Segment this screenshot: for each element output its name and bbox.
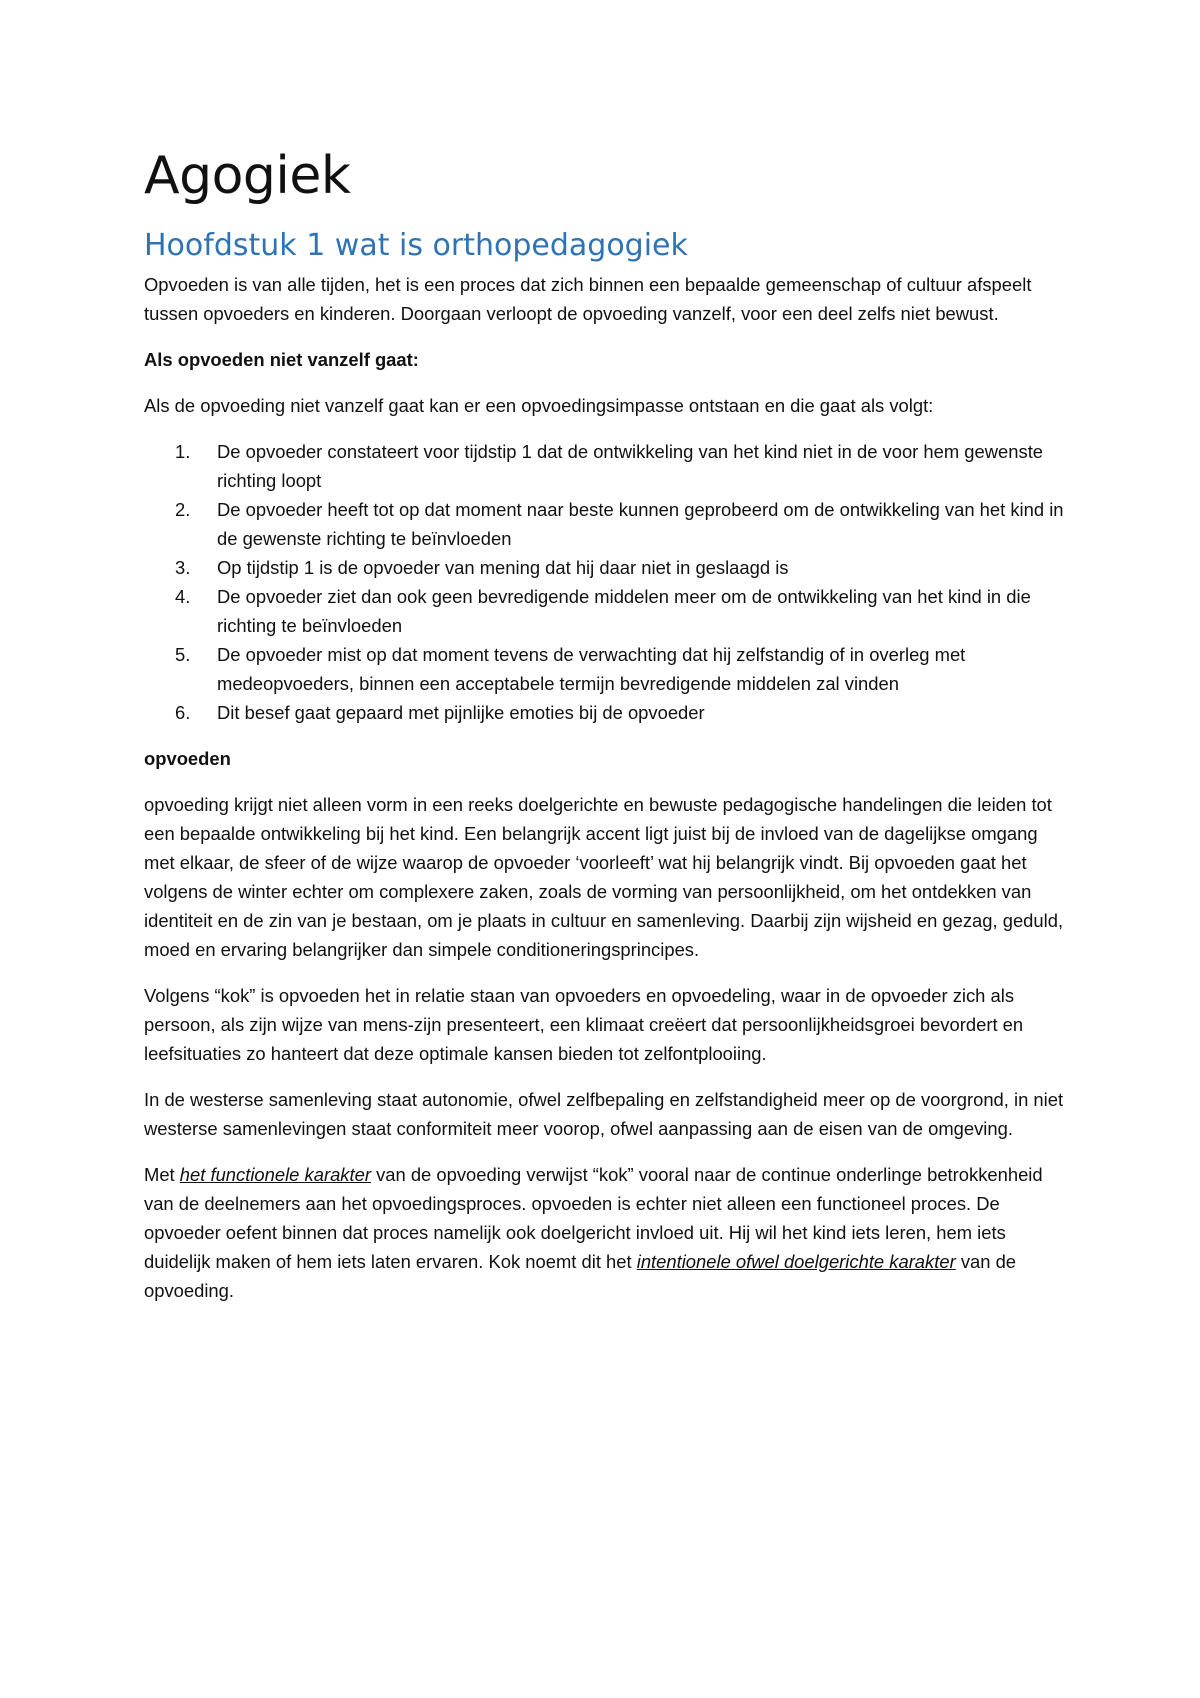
list-item [175, 553, 1064, 582]
list-item-text: De opvoeder constateert voor tijdstip 1 dat de ontwikkeling van het kind niet in de voor hem gewenste richting loopt [217, 441, 1044, 491]
paragraph-opvoeding: opvoeding krijgt niet alleen vorm in een reeks doelgerichte en bewuste pedagogische handelingen die leiden tot een bepaalde ontwikkeling bij het kind. Een belangrijk accent ligt juist bij de invloed van de dagelijkse omgang met elkaar, de sfeer of de wijze waarop de opvoeder ‘voorleeft’ wat hij belangrijk vindt. Bij opvoeden gaat het volgens de winter echter om complexere zaken, zoals de vorming van persoonlijkheid, om het ontdekken van identiteit en de zin van je bestaan, om je plaats in cultuur en samenleving. Daarbij zijn wijsheid en gezag, geduld, moed en ervaring belangrijker dan simpele conditioneringsprincipes. [144, 794, 1064, 960]
list-item-text: De opvoeder heeft tot op dat moment naar beste kunnen geprobeerd om de ontwikkeling van het kind in de gewenste richting te beïnvloeden [217, 499, 1064, 549]
text-segment: van de opvoeding. [144, 1251, 1017, 1301]
list-item-number: 5. [175, 644, 191, 665]
list-item-text: Dit besef gaat gepaard met pijnlijke emoties bij de opvoeder [217, 702, 705, 723]
list-item [175, 495, 1064, 553]
impasse-steps-list [144, 437, 1064, 727]
paragraph-kok: Volgens “kok” is opvoeden het in relatie staan van opvoeders en opvoedeling, waar in de opvoeder zich als persoon, als zijn wijze van mens-zijn presenteert, een klimaat creëert dat persoonlijkheidsgroei bevordert en leefsituaties zo hanteert dat deze optimale kansen bieden tot zelfontplooiing. [144, 985, 1024, 1064]
list-item-number: 3. [175, 557, 191, 578]
list-item-number: 4. [175, 586, 191, 607]
document-title: Agogiek [144, 146, 351, 206]
list-item-text: De opvoeder ziet dan ook geen bevredigende middelen meer om de ontwikkeling van het kind in die richting te beïnvloeden [217, 586, 1031, 636]
list-item-number: 1. [175, 441, 191, 462]
list-item-text: Op tijdstip 1 is de opvoeder van mening dat hij daar niet in geslaagd is [217, 557, 789, 578]
list-item [175, 640, 1064, 698]
emphasis-functional-character: het functionele karakter [179, 1164, 371, 1185]
subheading-opvoeden: opvoeden [144, 748, 231, 769]
list-item-number: 2. [175, 499, 191, 520]
list-intro-paragraph: Als de opvoeding niet vanzelf gaat kan er een opvoedingsimpasse ontstaan en die gaat als volgt: [144, 395, 934, 416]
list-item [175, 698, 1064, 727]
intro-paragraph: Opvoeden is van alle tijden, het is een proces dat zich binnen een bepaalde gemeenschap of cultuur afspeelt tussen opvoeders en kinderen. Doorgaan verloopt de opvoeding vanzelf, voor een deel zelfs niet bewust. [144, 274, 1032, 324]
emphasis-intentional-character: intentionele ofwel doelgerichte karakter [636, 1251, 956, 1272]
list-item [175, 582, 1064, 640]
list-item-number: 6. [175, 702, 191, 723]
paragraph-westerse-samenleving: In de westerse samenleving staat autonomie, ofwel zelfbepaling en zelfstandigheid meer op de voorgrond, in niet westerse samenlevingen staat conformiteit meer voorop, ofwel aanpassing aan de eisen van de omgeving. [144, 1089, 1064, 1139]
paragraph-karakter [144, 1160, 1064, 1305]
text-segment: van de opvoeding verwijst “kok” vooral naar de continue onderlinge betrokkenheid van de deelnemers aan het opvoedingsproces. opvoeden is echter niet alleen een functioneel proces. De opvoeder oefent binnen dat proces namelijk ook doelgericht invloed uit. Hij wil het kind iets leren, hem iets duidelijk maken of hem iets laten ervaren. Kok noemt dit het [144, 1164, 1043, 1272]
list-item-text: De opvoeder mist op dat moment tevens de verwachting dat hij zelfstandig of in overleg met medeopvoeders, binnen een acceptabele termijn bevredigende middelen zal vinden [217, 644, 966, 694]
list-item [175, 437, 1064, 495]
text-segment: Met [144, 1164, 180, 1185]
chapter-heading: Hoofdstuk 1 wat is orthopedagogiek [144, 228, 688, 263]
subheading-impasse: Als opvoeden niet vanzelf gaat: [144, 349, 419, 370]
document-page [144, 140, 1064, 1322]
